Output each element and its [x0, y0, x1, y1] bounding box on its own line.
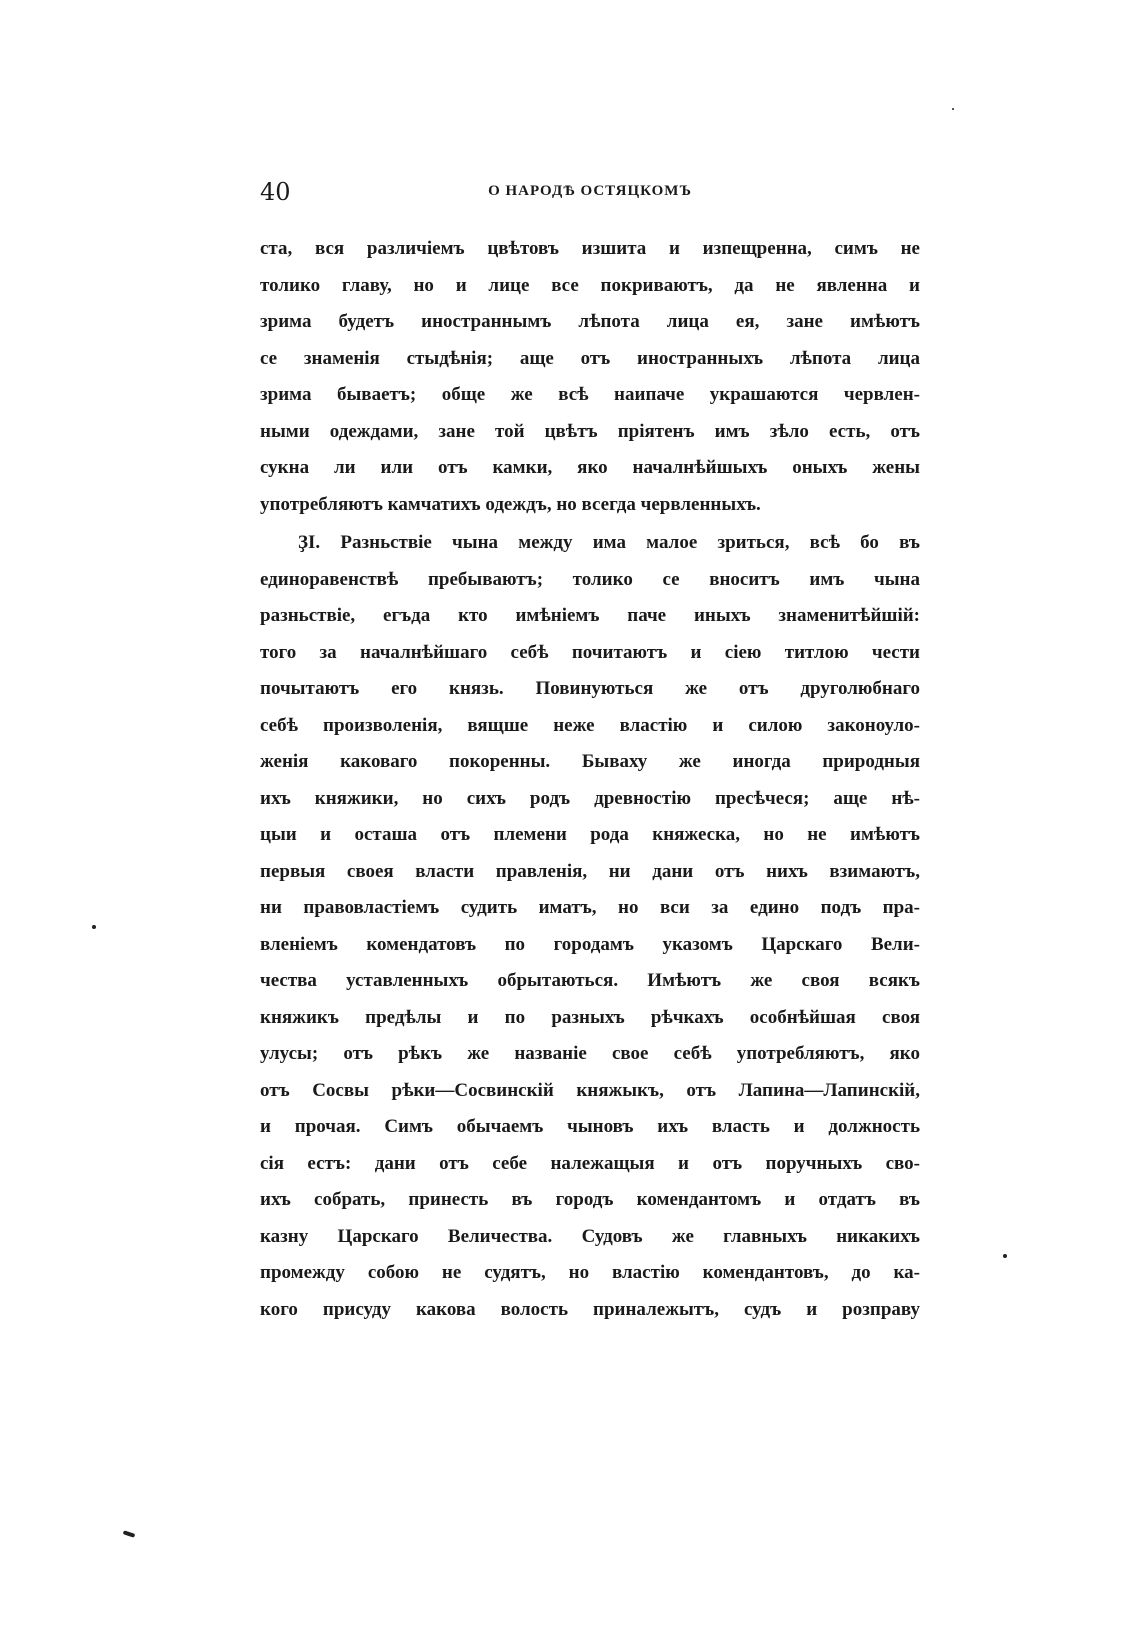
text-line: сукна ли или отъ камки, яко началнѣйшыхъ оныхъ жены	[260, 457, 920, 478]
text-line: отъ Сосвы рѣки—Сосвинскій княжыкъ, отъ Лапина—Лапинскій,	[260, 1079, 920, 1101]
text-line: зрима будетъ иностраннымъ лѣпота лица ея, зане имѣютъ	[260, 311, 920, 332]
text-line: казну Царскаго Величества. Судовъ же главныхъ никакихъ	[260, 1225, 920, 1247]
text-line: ҘІ. Разньствіе чына между има малое зриться, всѣ бо въ	[298, 532, 920, 553]
text-line: сія естъ: дани отъ себе належащыя и отъ поручныхъ сво-	[260, 1152, 920, 1174]
text-line: ста, вся различіемъ цвѣтовъ изшита и изпещренна, симъ не	[260, 238, 920, 259]
page-number: 40	[260, 178, 291, 206]
text-line: первыя своея власти правленія, ни дани отъ нихъ взимаютъ,	[260, 860, 920, 882]
running-title: О НАРОДѢ ОСТЯЦКОМЪ	[488, 183, 692, 199]
page-header	[260, 178, 920, 212]
text-line: почытаютъ его князь. Повинуються же отъ друголюбнаго	[260, 678, 920, 699]
text-line: кого присуду какова волость приналежытъ, судъ и розправу	[260, 1298, 920, 1320]
text-line: ихъ собрать, принесть въ городъ комендантомъ и отдатъ въ	[260, 1189, 920, 1210]
paragraph-1	[260, 231, 920, 523]
scan-speck	[92, 925, 96, 929]
text-line: разньствіе, егъда кто имѣніемъ паче иныхъ знаменитѣйшій:	[260, 605, 920, 626]
text-line: того за началнѣйшаго себѣ почитаютъ и сіею титлою чести	[260, 641, 920, 663]
text-line: княжикъ предѣлы и по разныхъ рѣчкахъ особнѣйшая своя	[260, 1006, 920, 1028]
text-line: толико главу, но и лице все покриваютъ, да не явленна и	[260, 274, 920, 296]
text-line: вленіемъ комендатовъ по городамъ указомъ Царскаго Вели-	[260, 933, 920, 955]
text-line: ихъ княжики, но сихъ родъ древностію пресѣчеся; аще нѣ-	[260, 787, 920, 809]
scan-speck	[123, 1530, 136, 1538]
text-line: ными одеждами, зане той цвѣтъ пріятенъ имъ зѣло есть, отъ	[260, 420, 920, 442]
text-line: цыи и осташа отъ племени рода княжеска, но не имѣютъ	[260, 824, 920, 845]
text-line: и прочая. Симъ обычаемъ чыновъ ихъ власть и должность	[260, 1116, 920, 1137]
text-line: единоравенствѣ пребываютъ; толико се вноситъ имъ чына	[260, 568, 920, 590]
scan-speck	[952, 108, 954, 110]
text-line: се знаменія стыдѣнія; аще отъ иностранныхъ лѣпота лица	[260, 347, 920, 369]
text-line: себѣ произволенія, вящше неже властію и силою законоуло-	[260, 714, 920, 736]
text-line: употребляютъ камчатихъ одеждъ, но всегда червленныхъ.	[260, 493, 761, 515]
paragraph-2	[260, 525, 920, 1328]
body-text	[260, 231, 920, 1328]
scan-speck	[1003, 1254, 1007, 1258]
text-line: женія каковаго покоренны. Бываху же иногда природныя	[260, 751, 920, 772]
text-line: чества уставленныхъ обрытаються. Имѣютъ же своя всякъ	[260, 970, 920, 991]
text-line: улусы; отъ рѣкъ же названіе свое себѣ употребляютъ, яко	[260, 1043, 920, 1064]
text-line: зрима бываетъ; обще же всѣ наипаче украшаются червлен-	[260, 384, 920, 405]
text-line: промежду собою не судятъ, но властію комендантовъ, до ка-	[260, 1262, 920, 1283]
text-line: ни правовластіемъ судить иматъ, но вси за едино подъ пра-	[260, 897, 920, 918]
